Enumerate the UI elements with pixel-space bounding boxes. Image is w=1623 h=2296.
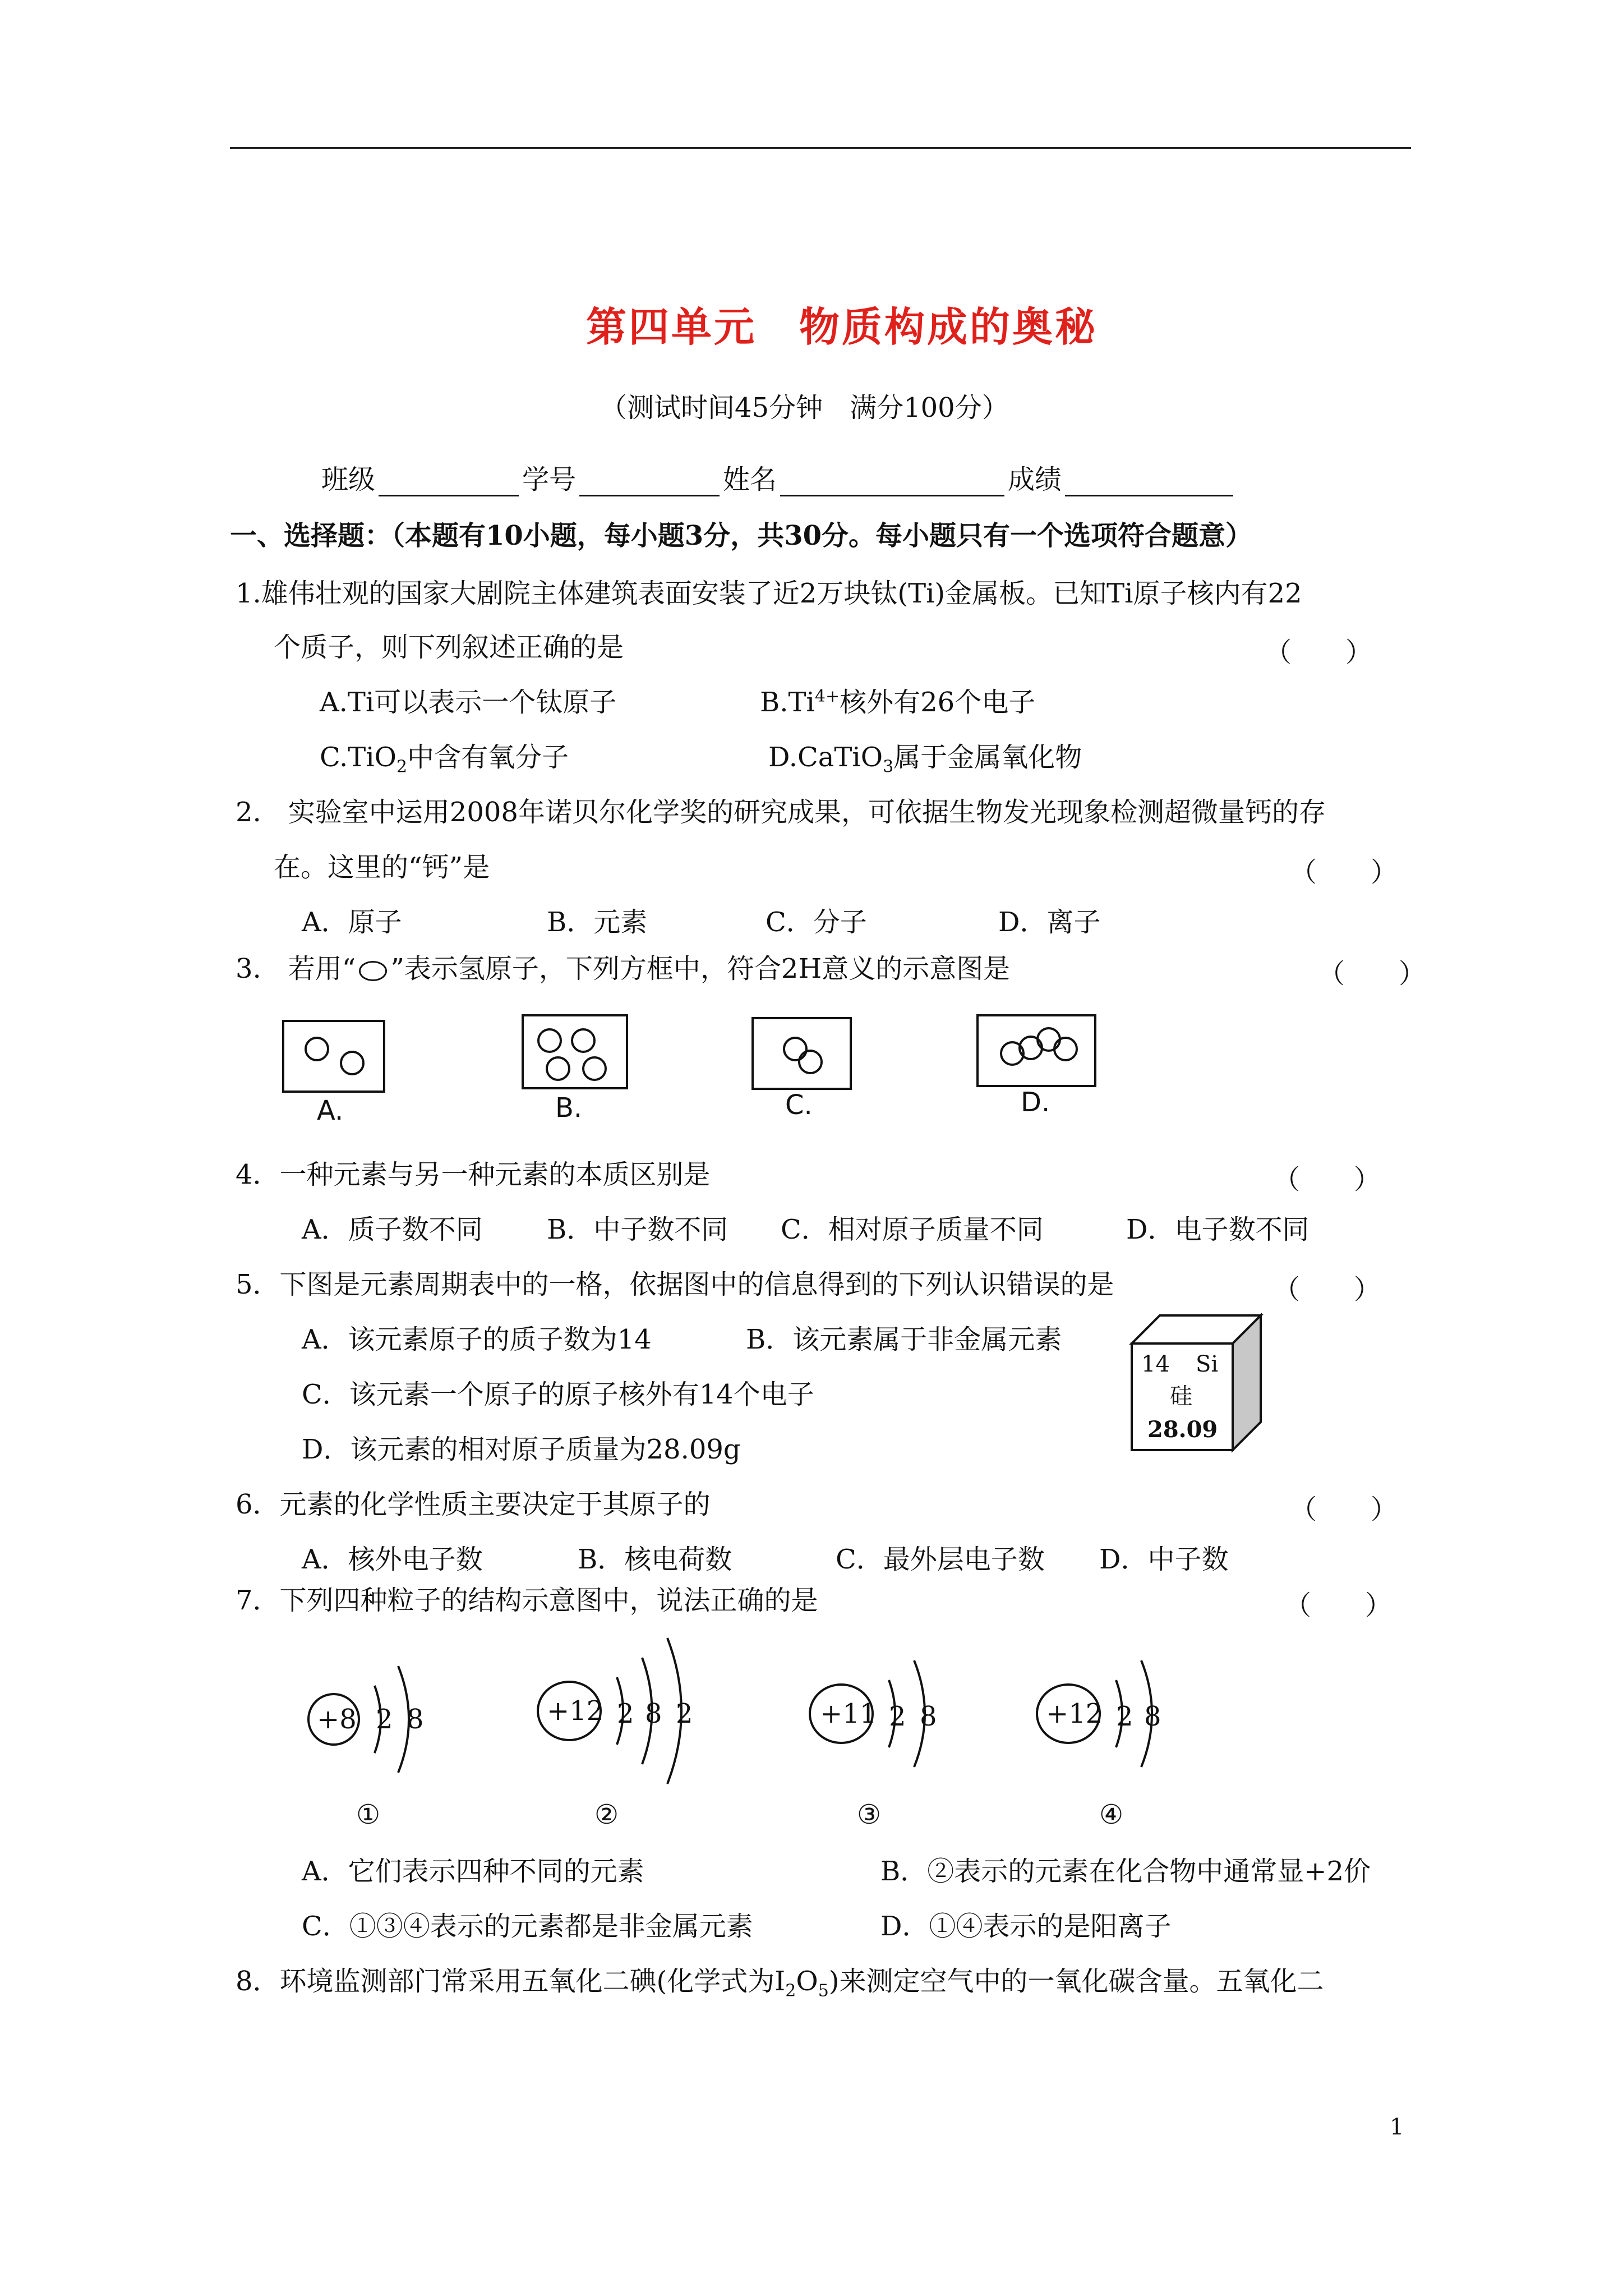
q2-line1: 2. 实验室中运用2008年诺贝尔化学奖的研究成果，可依据生物发光现象检测超微量钙的存	[236, 797, 1326, 828]
q5-answer-paren[interactable]: （ ）	[1273, 1274, 1381, 1305]
q7-option-c[interactable]: C．①③④表示的元素都是非金属元素	[302, 1911, 753, 1942]
section-heading: 一、选择题：（本题有10小题，每小题3分，共30分。每小题只有一个选项符合题意）	[230, 520, 1252, 551]
particle-3-label: ③	[857, 1799, 882, 1830]
q2-option-d[interactable]: D．离子	[998, 907, 1101, 938]
q3-answer-paren[interactable]: （ ）	[1318, 958, 1426, 990]
q4-option-d[interactable]: D．电子数不同	[1126, 1214, 1310, 1245]
q3-label-d: D.	[1021, 1087, 1050, 1118]
q2-option-c[interactable]: C．分子	[766, 907, 867, 938]
particle-4-label: ④	[1099, 1799, 1124, 1830]
cell-element-name: 硅	[1170, 1383, 1192, 1409]
page-title: 第四单元 物质构成的奥秘	[586, 303, 1098, 351]
particle-1-label: ①	[356, 1799, 381, 1830]
q6-stem: 6．元素的化学性质主要决定于其原子的	[236, 1489, 711, 1520]
q2-option-b[interactable]: B．元素	[547, 907, 648, 938]
q1-answer-paren[interactable]: （ ）	[1265, 637, 1373, 668]
q3-stem: 3. 若用“ ”表示氢原子，下列方框中，符合2H意义的示意图是	[236, 953, 1011, 984]
q8-line1: 8．环境监测部门常采用五氧化二碘(化学式为$I_2O_5$)来测定空气中的一氧化碳含量。五氧化二	[236, 1966, 1324, 2001]
q2-answer-paren[interactable]: （ ）	[1290, 857, 1398, 888]
q3-label-c: C.	[785, 1089, 813, 1121]
q4-option-c[interactable]: C．相对原子质量不同	[781, 1214, 1044, 1245]
particle-1-shell-2: 8	[407, 1704, 424, 1735]
q2-option-a[interactable]: A．原子	[302, 907, 402, 938]
q1-line1: 1.雄伟壮观的国家大剧院主体建筑表面安装了近2万块钛(Ti)金属板。已知Ti原子核内有22	[236, 578, 1302, 609]
particle-4-shell-1: 2	[1116, 1701, 1133, 1732]
particle-4-shell-2: 8	[1144, 1701, 1161, 1732]
q1-option-c[interactable]: C.TiO$_2$中含有氧分子	[320, 742, 569, 777]
q5-stem: 5．下图是元素周期表中的一格，依据图中的信息得到的下列认识错误的是	[236, 1269, 1114, 1300]
cell-symbol: Si	[1196, 1351, 1219, 1377]
particle-2-label: ②	[594, 1799, 619, 1830]
q1-option-d[interactable]: D.CaTiO$_3$属于金属氧化物	[768, 742, 1082, 777]
q5-option-c[interactable]: C．该元素一个原子的原子核外有14个电子	[302, 1379, 814, 1410]
score-label: 成绩	[1008, 464, 1062, 495]
q6-answer-paren[interactable]: （ ）	[1290, 1494, 1398, 1525]
q4-option-b[interactable]: B．中子数不同	[547, 1214, 728, 1245]
name-label: 姓名	[723, 464, 777, 495]
q5-option-a[interactable]: A．该元素原子的质子数为14	[302, 1324, 652, 1355]
particle-2-shell-3: 2	[676, 1698, 693, 1729]
particle-2-nucleus: +12	[547, 1695, 604, 1727]
q7-option-b[interactable]: B．②表示的元素在化合物中通常显+2价	[880, 1856, 1371, 1887]
page-subtitle: （测试时间45分钟 满分100分）	[600, 392, 1009, 424]
q5-option-b[interactable]: B．该元素属于非金属元素	[746, 1324, 1062, 1355]
particle-3-shell-1: 2	[889, 1701, 906, 1732]
page-number: 1	[1390, 2114, 1404, 2140]
cell-atomic-number: 14	[1141, 1351, 1170, 1377]
q7-stem: 7．下列四种粒子的结构示意图中，说法正确的是	[236, 1585, 818, 1616]
particle-2-shell-1: 2	[617, 1698, 634, 1729]
particle-2-shell-2: 8	[645, 1698, 662, 1729]
particle-1-nucleus: +8	[317, 1704, 357, 1735]
q6-option-d[interactable]: D．中子数	[1099, 1544, 1229, 1575]
q6-option-c[interactable]: C．最外层电子数	[836, 1544, 1045, 1575]
q7-option-d[interactable]: D．①④表示的是阳离子	[880, 1911, 1172, 1942]
class-label: 班级	[321, 464, 376, 495]
q4-answer-paren[interactable]: （ ）	[1273, 1164, 1381, 1195]
particle-1-shell-1: 2	[376, 1704, 393, 1735]
q2-line2: 在。这里的“钙”是	[274, 852, 490, 883]
cell-atomic-mass: 28.09	[1147, 1416, 1218, 1443]
q3-label-a: A.	[317, 1095, 344, 1126]
q7-option-a[interactable]: A．它们表示四种不同的元素	[302, 1856, 644, 1887]
q1-option-a[interactable]: A.Ti可以表示一个钛原子	[320, 687, 617, 718]
q4-option-a[interactable]: A．质子数不同	[302, 1214, 483, 1245]
q6-option-a[interactable]: A．核外电子数	[302, 1544, 483, 1575]
q4-stem: 4．一种元素与另一种元素的本质区别是	[236, 1159, 711, 1190]
q5-option-d[interactable]: D．该元素的相对原子质量为28.09g	[302, 1434, 741, 1465]
number-label: 学号	[522, 464, 577, 495]
q3-label-b: B.	[555, 1092, 583, 1124]
q1-option-b[interactable]: $B.Ti^{4+}$核外有26个电子	[760, 687, 1036, 718]
particle-3-shell-2: 8	[920, 1701, 937, 1732]
q6-option-b[interactable]: B．核电荷数	[578, 1544, 732, 1575]
q7-answer-paren[interactable]: （ ）	[1284, 1590, 1393, 1621]
q1-line2: 个质子，则下列叙述正确的是	[274, 632, 624, 663]
particle-3-nucleus: +11	[820, 1698, 877, 1729]
particle-4-nucleus: +12	[1046, 1698, 1103, 1729]
